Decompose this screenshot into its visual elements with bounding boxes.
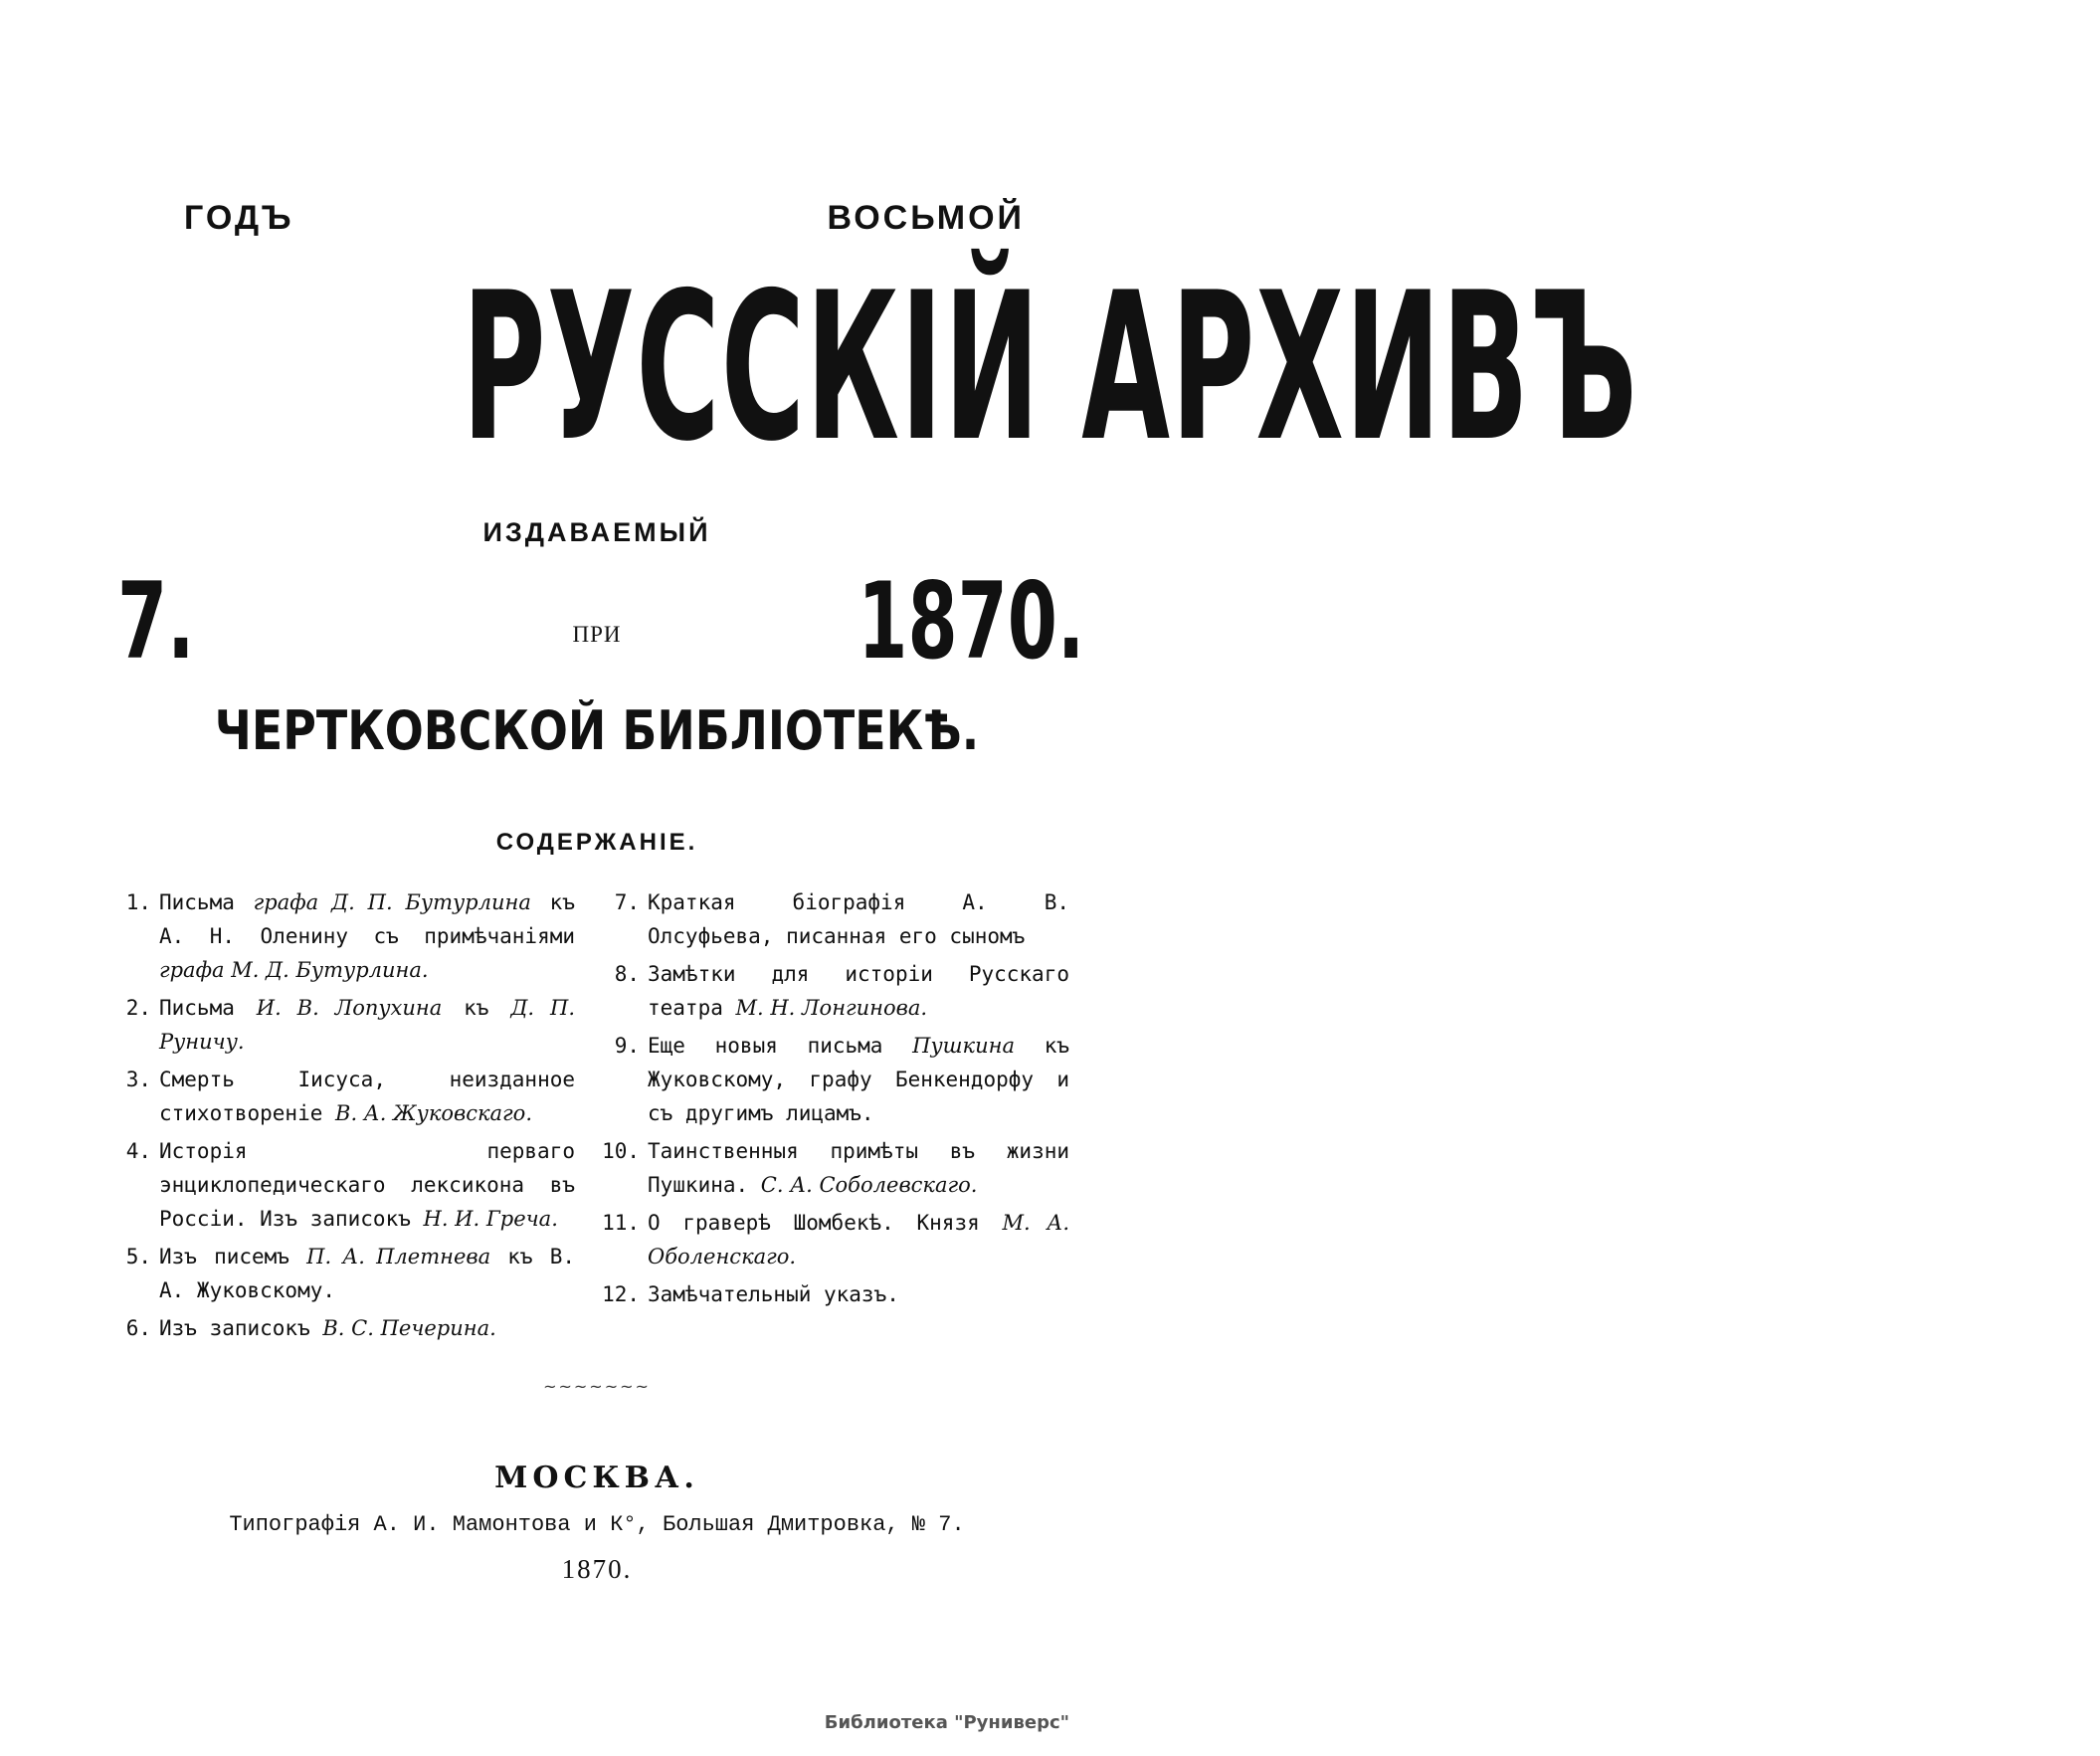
contents-item-text — [648, 1134, 1069, 1202]
at-label: ПРИ — [572, 622, 622, 647]
contents-item-text — [159, 1311, 575, 1345]
contents-item-number: 6. — [125, 1316, 151, 1340]
contents-item — [107, 885, 575, 987]
contents-item-author: Пушкина — [912, 1034, 1015, 1058]
contents-item-title: Замѣтки для исторіи Русскаго театра — [648, 962, 1069, 1020]
contents-item-text — [648, 1029, 1069, 1130]
contents-item — [602, 957, 1069, 1025]
contents-item-title: къ Жуковскому, графу Бенкендорфу и съ другимъ лицамъ. — [648, 1034, 1069, 1125]
contents-item-text — [159, 885, 575, 987]
contents-item-author: С. А. Соболевскаго. — [760, 1173, 978, 1197]
contents-item-title: О граверѣ Шомбекѣ. Князя — [648, 1211, 1003, 1235]
contents-item-number: 9. — [614, 1034, 640, 1058]
contents-item-title: Краткая біографія А. В. Олсуфьева, писанная его сыномъ — [648, 890, 1069, 948]
contents-item — [107, 1311, 575, 1345]
contents-item-text — [648, 1277, 1069, 1311]
contents-item-text — [648, 885, 1069, 953]
contents-item-text — [159, 991, 575, 1059]
contents-item-number: 4. — [125, 1139, 151, 1163]
contents-item-title: Письма — [159, 996, 257, 1020]
contents-item-number: 3. — [125, 1068, 151, 1091]
contents-item-number: 8. — [614, 962, 640, 986]
contents-heading: СОДЕРЖАНІЕ. — [495, 829, 698, 856]
library-name-text: ЧЕРТКОВСКОЙ БИБЛІОТЕКѢ. — [214, 699, 980, 762]
contents-item-number: 12. — [602, 1282, 640, 1306]
contents-item-title: Изъ записокъ — [159, 1316, 323, 1340]
contents-item-title: Изъ писемъ — [159, 1245, 307, 1268]
contents-item — [602, 885, 1069, 953]
contents-item-author: В. С. Печерина. — [322, 1316, 496, 1340]
contents-item-title: Исторія перваго энциклопедическаго лексикона въ Россіи. Изъ записокъ — [159, 1139, 575, 1231]
contents-item-author: П. А. Плетнева — [306, 1245, 491, 1268]
contents-item-author: М. А. Оболенскаго. — [648, 1211, 1069, 1268]
contents-item-text — [159, 1063, 575, 1130]
contents-item — [107, 991, 575, 1059]
contents-item-number: 2. — [125, 996, 151, 1020]
contents-item-title: Еще новыя письма — [648, 1034, 913, 1058]
contents-item — [602, 1277, 1069, 1311]
contents-item-number: 1. — [125, 890, 151, 914]
contents-item-title: Замѣчательный указъ. — [648, 1282, 899, 1306]
contents-item-text — [648, 1206, 1069, 1273]
contents-item-author: В. А. Жуковскаго. — [335, 1101, 532, 1125]
publisher-line: ИЗДАВАЕМЫЙ — [482, 517, 711, 547]
contents-item-author: графа Д. П. Бутурлина — [253, 890, 531, 914]
journal-title: РУССКІЙ АРХИВЪ — [462, 250, 1638, 487]
contents-item — [107, 1134, 575, 1236]
issue-year: 1870. — [857, 560, 1084, 683]
contents-item-author: Н. И. Греча. — [423, 1207, 558, 1231]
contents-item-title: Смерть Іисуса, неизданное стихотвореніе — [159, 1068, 575, 1125]
contents-item-number: 7. — [614, 890, 640, 914]
year-number: ВОСЬМОЙ — [827, 199, 1025, 237]
contents-item-title: Таинственныя примѣты въ жизни Пушкина. — [648, 1139, 1069, 1197]
issue-number: 7. — [117, 560, 195, 683]
contents-item-title: Письма — [159, 890, 254, 914]
library-watermark: Библиотека "Руниверс" — [824, 1712, 1069, 1733]
imprint-year: 1870. — [561, 1554, 633, 1584]
divider-ornament: ~~~~~~~ — [543, 1377, 651, 1396]
masthead — [0, 250, 1638, 487]
contents-item — [602, 1134, 1069, 1202]
imprint-printer: Типографія А. И. Мамонтова и К°, Большая Дмитровка, № 7. — [229, 1512, 965, 1537]
contents-item-text — [648, 957, 1069, 1025]
contents-item — [602, 1206, 1069, 1273]
contents-item-title: къ — [442, 996, 511, 1020]
contents-item — [107, 1063, 575, 1130]
contents-item-text — [159, 1240, 575, 1307]
library-name — [0, 696, 1194, 766]
year-label: ГОДЪ — [184, 199, 294, 237]
contents-item-author: И. В. Лопухина — [256, 996, 443, 1020]
contents-item — [602, 1029, 1069, 1130]
contents-item-number: 5. — [125, 1245, 151, 1268]
contents-item-number: 11. — [602, 1211, 640, 1235]
contents-item-number: 10. — [602, 1139, 640, 1163]
contents-item-title: къ В. А. Жуковскому. — [159, 1245, 576, 1302]
contents-item-author: М. Н. Лонгинова. — [735, 996, 928, 1020]
contents-right-column — [602, 885, 1069, 1315]
contents-item — [107, 1240, 575, 1307]
contents-item-title: къ А. Н. Оленину съ примѣчаніями — [159, 890, 575, 948]
contents-left-column — [107, 885, 575, 1349]
imprint-city: МОСКВА. — [494, 1461, 699, 1495]
contents-item-author: Д. П. Руничу. — [159, 996, 575, 1054]
contents-item-author: графа М. Д. Бутурлина. — [159, 958, 429, 982]
contents-item-text — [159, 1134, 575, 1236]
